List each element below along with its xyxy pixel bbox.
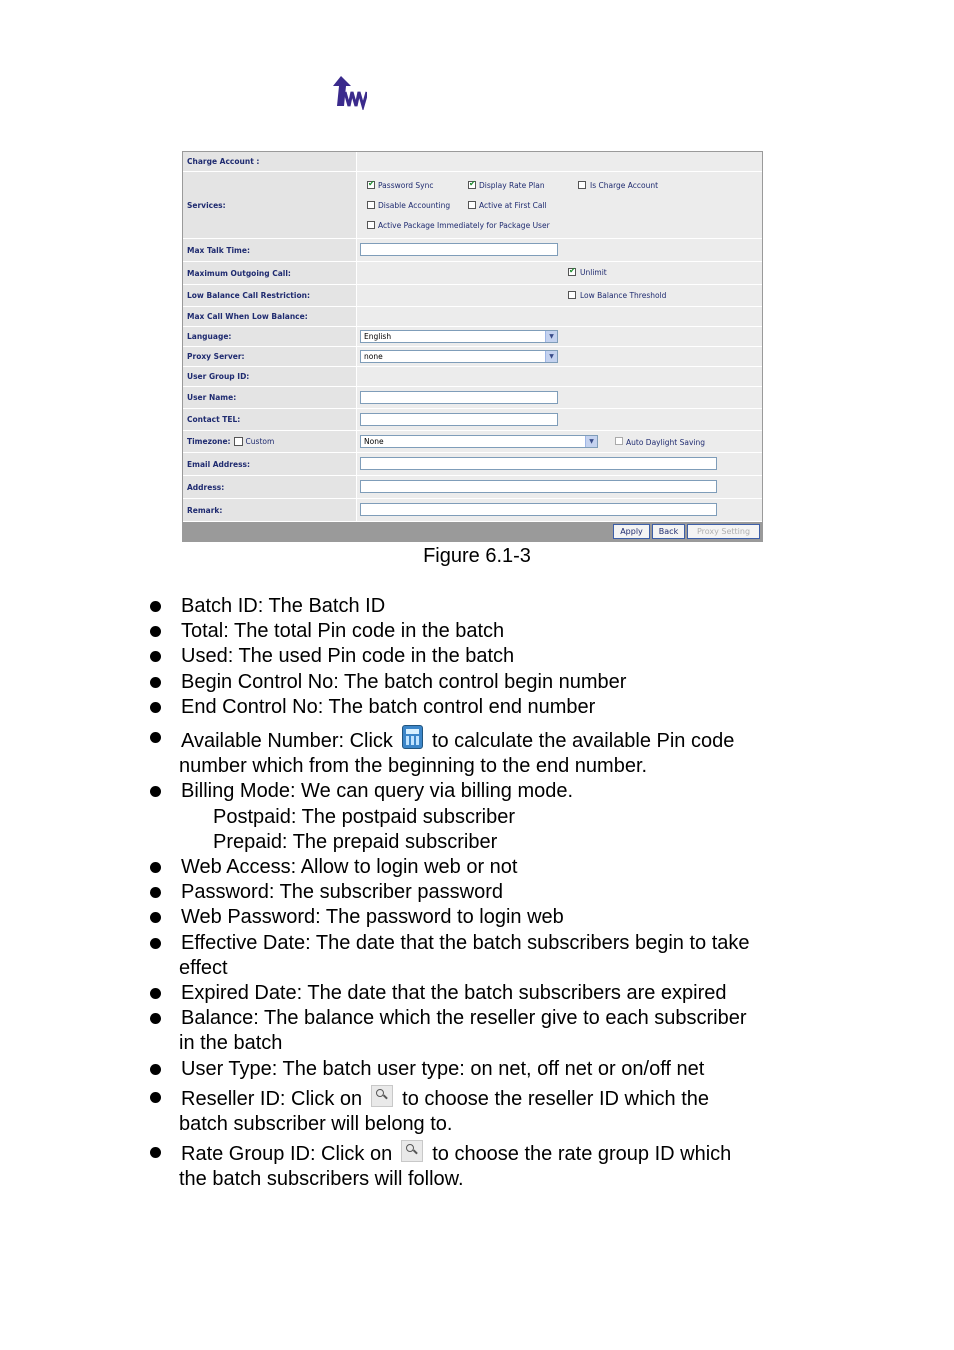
- label-address: Address:: [183, 476, 357, 498]
- list-item-text: Balance: The balance which the reseller give to each subscriber: [181, 1007, 747, 1030]
- bullet: [150, 626, 161, 637]
- row-email: [183, 453, 762, 476]
- max-talk-time-input[interactable]: [360, 243, 558, 256]
- list-item-text: Used: The used Pin code in the batch: [181, 645, 515, 668]
- proxy-select-value: none: [364, 352, 383, 361]
- list-item-text: Begin Control No: The batch control begin number: [181, 670, 627, 693]
- list-item: [150, 594, 830, 619]
- figure-caption: Figure 6.1-3: [423, 545, 531, 567]
- list-item-text: to choose the reseller ID which the: [402, 1087, 709, 1110]
- list-item-text: Billing Mode: We can query via billing mode.: [181, 780, 574, 803]
- label-proxy-server: Proxy Server:: [183, 347, 357, 366]
- row-remark: [183, 499, 762, 522]
- list-item: [150, 1057, 830, 1082]
- bullet: [150, 786, 161, 797]
- list-item-continuation: batch subscriber will belong to.: [179, 1113, 453, 1136]
- list-item: [150, 619, 830, 644]
- apply-button[interactable]: Apply: [613, 524, 650, 539]
- row-max-outgoing: [183, 262, 762, 285]
- list-item-text: Total: The total Pin code in the batch: [181, 620, 505, 643]
- bullet: [150, 862, 161, 873]
- row-max-talk-time: [183, 239, 762, 262]
- magnifier-icon: [401, 1140, 423, 1162]
- bullet: [150, 651, 161, 662]
- row-language: [183, 327, 762, 347]
- email-input[interactable]: [360, 457, 717, 470]
- timezone-select-value: None: [364, 437, 384, 446]
- list-item-text: to choose the rate group ID which: [432, 1143, 732, 1166]
- label-max-outgoing: Maximum Outgoing Call:: [183, 262, 357, 284]
- timezone-select[interactable]: [360, 435, 598, 448]
- language-select-value: English: [364, 332, 392, 341]
- list-item: [150, 644, 830, 669]
- timezone-custom-label: Custom: [245, 437, 275, 446]
- label-language: Language:: [183, 327, 357, 346]
- user-name-input[interactable]: [360, 391, 558, 404]
- calculator-icon: [402, 725, 423, 749]
- label-max-talk-time: Max Talk Time:: [183, 239, 357, 261]
- list-item: [150, 905, 830, 930]
- active-package-checkbox[interactable]: [367, 221, 375, 229]
- address-input[interactable]: [360, 480, 717, 493]
- list-item-text: Available Number: Click: [181, 730, 393, 753]
- list-item-text: Web Access: Allow to login web or not: [181, 856, 518, 879]
- row-user-group: [183, 367, 762, 387]
- bullet: [150, 702, 161, 713]
- bullet: [150, 887, 161, 898]
- low-balance-threshold-label: Low Balance Threshold: [580, 291, 667, 300]
- list-item: [150, 725, 830, 754]
- list-item-continuation: number which from the beginning to the end number.: [179, 755, 648, 778]
- bullet: [150, 988, 161, 999]
- list-item-text: Web Password: The password to login web: [181, 906, 564, 929]
- list-item-text: Batch ID: The Batch ID: [181, 595, 386, 617]
- magnifier-icon: [371, 1085, 393, 1107]
- label-contact-tel: Contact TEL:: [183, 409, 357, 430]
- list-item: [150, 1085, 830, 1112]
- low-balance-threshold-checkbox[interactable]: [568, 291, 576, 299]
- label-low-balance-restriction: Low Balance Call Restriction:: [183, 285, 357, 306]
- disable-accounting-label: Disable Accounting: [378, 201, 451, 210]
- bullet: [150, 938, 161, 949]
- bullet: [150, 601, 161, 612]
- list-item: [150, 1140, 830, 1167]
- unlimit-label: Unlimit: [580, 268, 607, 277]
- row-address: [183, 476, 762, 499]
- field-description-list: [150, 594, 830, 1193]
- row-max-call-low-balance: [183, 307, 762, 327]
- is-charge-account-label: Is Charge Account: [590, 181, 659, 190]
- timezone-custom-checkbox[interactable]: [234, 437, 243, 446]
- list-item: [150, 695, 830, 720]
- row-proxy-server: [183, 347, 762, 367]
- chevron-down-icon: ▼: [585, 436, 597, 447]
- label-charge-account: Charge Account :: [183, 152, 357, 171]
- unlimit-checkbox[interactable]: [568, 268, 576, 276]
- row-timezone: [183, 431, 762, 453]
- timezone-label: Timezone:: [187, 437, 231, 446]
- list-item: [150, 880, 830, 905]
- language-select[interactable]: [360, 330, 558, 343]
- list-item-text: to calculate the available Pin code: [431, 730, 735, 753]
- list-item-continuation: the batch subscribers will follow.: [179, 1168, 464, 1191]
- bullet: [150, 1064, 161, 1075]
- active-package-label: Active Package Immediately for Package User: [378, 221, 550, 230]
- bullet: [150, 1092, 161, 1103]
- bullet: [150, 732, 161, 743]
- label-timezone: [183, 431, 357, 452]
- form-footer: [183, 522, 762, 541]
- bullet: [150, 1147, 161, 1158]
- password-sync-label: Password Sync: [378, 181, 434, 190]
- list-item: [150, 779, 830, 804]
- list-item-text: Password: The subscriber password: [181, 881, 503, 904]
- label-remark: Remark:: [183, 499, 357, 521]
- list-item: [150, 1006, 830, 1031]
- row-user-name: [183, 387, 762, 409]
- list-item-text: End Control No: The batch control end number: [181, 695, 596, 718]
- row-contact-tel: [183, 409, 762, 431]
- label-email: Email Address:: [183, 453, 357, 475]
- active-first-call-label: Active at First Call: [479, 201, 547, 210]
- active-first-call-checkbox[interactable]: [468, 201, 476, 209]
- disable-accounting-checkbox[interactable]: [367, 201, 375, 209]
- list-item-continuation: effect: [179, 956, 228, 979]
- bullet: [150, 1013, 161, 1024]
- chevron-down-icon: ▼: [545, 351, 557, 362]
- list-item: [150, 670, 830, 695]
- account-form: [182, 151, 763, 542]
- auto-daylight-checkbox[interactable]: [615, 437, 623, 445]
- label-max-call-low-balance: Max Call When Low Balance:: [183, 307, 357, 326]
- company-logo: [331, 76, 367, 110]
- list-item-text: Expired Date: The date that the batch subscribers are expired: [181, 982, 727, 1005]
- list-item: [150, 855, 830, 880]
- password-sync-checkbox[interactable]: [367, 181, 375, 189]
- list-item-text: Reseller ID: Click on: [181, 1087, 363, 1110]
- row-services: [183, 172, 762, 239]
- list-item-text: Effective Date: The date that the batch subscribers begin to take: [181, 931, 750, 954]
- list-item: [150, 931, 830, 956]
- list-subitem: Postpaid: The postpaid subscriber: [213, 805, 516, 828]
- chevron-down-icon: ▼: [545, 331, 557, 342]
- bullet: [150, 912, 161, 923]
- contact-tel-input[interactable]: [360, 413, 558, 426]
- display-rate-plan-label: Display Rate Plan: [479, 181, 545, 190]
- list-subitem: Prepaid: The prepaid subscriber: [213, 830, 498, 853]
- list-item-text: User Type: The batch user type: on net, off net or on/off net: [181, 1057, 705, 1080]
- list-item-text: Rate Group ID: Click on: [181, 1143, 393, 1166]
- row-low-balance-restriction: [183, 285, 762, 307]
- list-item-continuation: in the batch: [179, 1032, 283, 1055]
- bullet: [150, 677, 161, 688]
- display-rate-plan-checkbox[interactable]: [468, 181, 476, 189]
- proxy-server-select[interactable]: [360, 350, 558, 363]
- label-services: Services:: [183, 172, 357, 238]
- list-item: [150, 981, 830, 1006]
- remark-input[interactable]: [360, 503, 717, 516]
- back-button[interactable]: Back: [652, 524, 685, 539]
- label-user-group: User Group ID:: [183, 367, 357, 386]
- label-user-name: User Name:: [183, 387, 357, 408]
- row-charge-account: [183, 152, 762, 172]
- proxy-setting-button[interactable]: Proxy Setting: [687, 524, 760, 539]
- auto-daylight-label: Auto Daylight Saving: [626, 438, 706, 447]
- is-charge-account-checkbox[interactable]: [578, 181, 586, 189]
